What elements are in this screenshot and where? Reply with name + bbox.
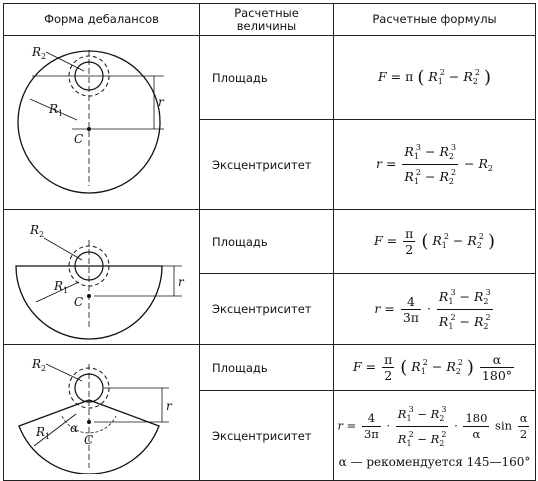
label-R1: $R_1$	[49, 102, 64, 118]
row-label: Площадь	[200, 36, 334, 120]
row-label: Эксцентриситет	[200, 274, 334, 345]
label-R2: $R_2$	[32, 45, 47, 61]
formula-area-1: F = π ( $R_1^2 - R_2^2$ )	[334, 36, 536, 120]
row-label: Эксцентриситет	[200, 120, 334, 210]
header-formulas: Расчетные формулы	[334, 4, 536, 36]
label-R1: $R_1$	[54, 279, 69, 295]
formula-area-3: F = $\frac{\pi}{2}$ ( $R_1^2 - R_2^2$ ) $\frac{\alpha}{180^\circ}$	[334, 345, 536, 391]
header-shape: Форма дебалансов	[4, 4, 200, 36]
label-r: r	[158, 95, 164, 109]
figure-cell-3	[4, 345, 200, 481]
label-r: r	[178, 275, 184, 289]
debalance-table	[3, 3, 536, 481]
label-R1: $R_1$	[36, 424, 51, 441]
table-row	[4, 36, 536, 120]
table-row	[4, 210, 536, 274]
figure-cell-1	[4, 36, 200, 210]
row-label: Площадь	[200, 210, 334, 274]
row-label: Площадь	[200, 345, 334, 391]
header-quantities: Расчетные величины	[200, 4, 334, 36]
label-alpha: α	[70, 420, 79, 435]
label-r: r	[166, 398, 172, 413]
label-R2: $R_2$	[32, 356, 47, 373]
half-disc-figure	[4, 210, 199, 340]
table-row	[4, 345, 536, 391]
header-row	[4, 4, 536, 36]
formula-ecc-2: r = $\frac{4}{3\pi}$ · $\frac{R_1^3 - R_2^3}{R_1^2 - R_2^2}$	[334, 274, 536, 345]
sector-figure	[4, 348, 199, 474]
disc-figure	[4, 36, 199, 205]
formula-ecc-1: r = $\frac{R_1^3 - R_2^3}{R_1^2 - R_2^2}$ − $R_2$	[334, 120, 536, 210]
formula-area-2: F = $\frac{\pi}{2}$ ( $R_1^2 - R_2^2$ )	[334, 210, 536, 274]
angle-note: α — рекомендуется 145—160°	[338, 455, 531, 469]
label-C: C	[74, 132, 84, 146]
label-R2: $R_2$	[30, 223, 45, 239]
label-C: C	[84, 432, 94, 447]
formula-ecc-3: r = $\frac{4}{3\pi}$ · $\frac{R_1^3 - R_2^3}{R_1^2 - R_2^2}$ · $\frac{180}{\alpha}$ sin $\frac{\alpha}{2}$ α — рекомендуется 145—160°	[334, 391, 536, 481]
figure-cell-2	[4, 210, 200, 345]
label-C: C	[74, 295, 84, 309]
row-label: Эксцентриситет	[200, 391, 334, 481]
